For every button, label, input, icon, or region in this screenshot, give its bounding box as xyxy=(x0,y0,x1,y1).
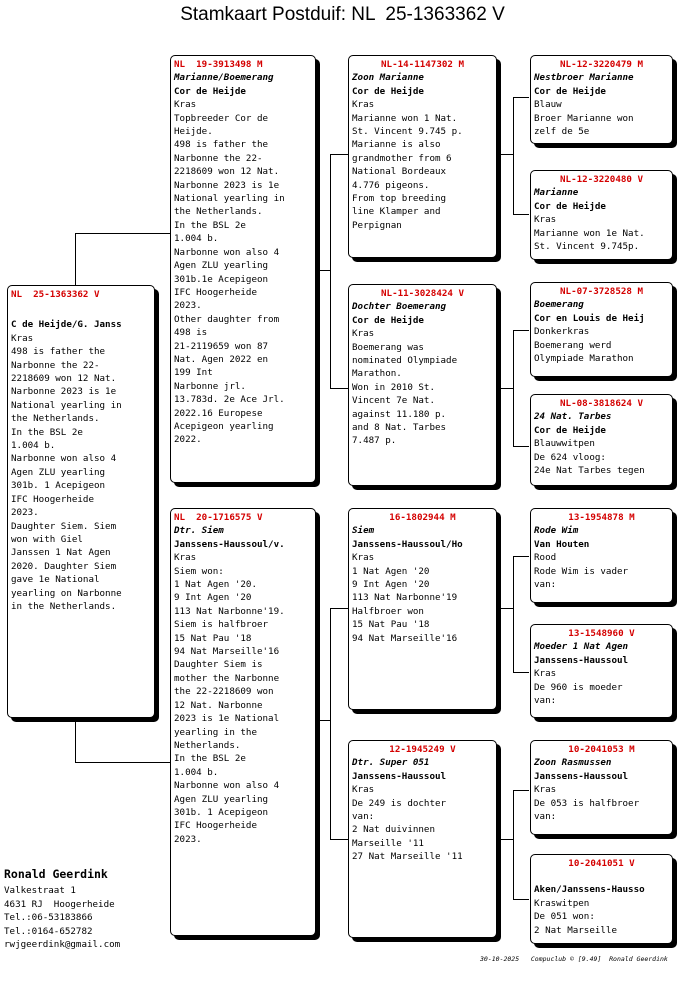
card-line: 21-2119659 won 87 xyxy=(174,340,269,352)
pigeon-card-fm[interactable] xyxy=(348,284,497,486)
card-line: Perpignan xyxy=(352,219,402,231)
connector-line xyxy=(513,790,529,791)
breeder-name: Cor de Heijde xyxy=(352,314,424,326)
connector-line xyxy=(75,718,76,762)
breeder-name: Janssens-Haussoul/v. xyxy=(174,538,285,550)
connector-line xyxy=(316,270,330,271)
card-line: Kras xyxy=(352,99,375,111)
card-line: Topbreeder Cor de xyxy=(174,112,269,124)
pigeon-card-fmf[interactable] xyxy=(530,282,673,377)
connector-line xyxy=(330,839,348,840)
ring-number: 16-1802944 M xyxy=(389,512,456,523)
card-line: St. Vincent 9.745 p. xyxy=(352,126,463,138)
card-line: In the BSL 2e xyxy=(174,753,246,765)
card-line: Narbonne the 22- xyxy=(11,359,100,371)
connector-line xyxy=(513,97,514,214)
card-line: De 051 won: xyxy=(534,911,595,923)
card-line: 301b. 1 Acepigeon xyxy=(174,806,269,818)
card-line: Halfbroer won xyxy=(352,605,424,617)
card-line: Kras xyxy=(352,328,375,340)
connector-line xyxy=(75,233,170,234)
connector-line xyxy=(316,720,330,721)
connector-line xyxy=(513,330,529,331)
card-line: zelf de 5e xyxy=(534,126,590,138)
owner-address: Valkestraat 1 xyxy=(4,885,76,897)
card-line: 2023. xyxy=(174,833,202,845)
pigeon-name xyxy=(534,870,669,883)
card-line: Marianne won 1e Nat. xyxy=(534,227,645,239)
card-line: 498 is xyxy=(174,327,208,339)
card-line: Acepigeon yearling xyxy=(174,420,274,432)
card-line: Heijde. xyxy=(174,126,213,138)
card-line: National Bordeaux xyxy=(352,166,447,178)
card-line: 9 Int Agen '20 xyxy=(174,592,252,604)
card-line: Kras xyxy=(534,668,557,680)
connector-line xyxy=(75,233,76,286)
ring-number: NL 20-1716575 V xyxy=(174,512,263,523)
breeder-name: Van Houten xyxy=(534,538,590,550)
ring-number: 13-1954878 M xyxy=(568,512,635,523)
connector-line xyxy=(513,214,529,215)
card-line: 2 Nat Marseille xyxy=(534,924,617,936)
card-line: 2 Nat duivinnen xyxy=(352,824,435,836)
card-line: Blauw xyxy=(534,99,562,111)
card-line: National yearling in xyxy=(11,399,122,411)
connector-line xyxy=(513,899,529,900)
ring-number: NL-07-3728528 M xyxy=(560,286,643,297)
card-line: 113 Nat Narbonne'19 xyxy=(352,592,458,604)
card-line: 2022.16 Europese xyxy=(174,407,263,419)
ring-number: NL-14-1147302 M xyxy=(381,59,464,70)
pigeon-name: Dtr. Siem xyxy=(174,525,224,537)
card-line: 301b. 1 Acepigeon xyxy=(11,480,106,492)
pigeon-card-ff[interactable] xyxy=(348,55,497,258)
card-line: 113 Nat Narbonne'19. xyxy=(174,605,285,617)
card-line: 94 Nat Marseille'16 xyxy=(352,632,458,644)
card-line: Kras xyxy=(352,552,375,564)
card-line: De 249 is dochter xyxy=(352,797,447,809)
pigeon-name: Boemerang xyxy=(534,299,584,311)
owner-phone: Tel.:06-53183866 xyxy=(4,912,93,924)
card-line: Janssen 1 Nat Agen xyxy=(11,547,111,559)
card-line: De 053 is halfbroer xyxy=(534,797,640,809)
card-line: the Netherlands. xyxy=(11,413,100,425)
owner-name: Ronald Geerdink xyxy=(4,867,108,881)
card-line: 2023. xyxy=(11,507,39,519)
ring-number: 13-1548960 V xyxy=(568,628,635,639)
card-line: 2218609 won 12 Nat. xyxy=(174,166,280,178)
card-line: and 8 Nat. Tarbes xyxy=(352,422,447,434)
connector-line xyxy=(330,154,331,389)
pigeon-name: Nestbroer Marianne xyxy=(534,72,634,84)
card-lines xyxy=(11,332,151,614)
connector-line xyxy=(330,608,348,609)
card-line: Rood xyxy=(534,552,557,564)
card-line: 2023 is 1e National xyxy=(174,713,280,725)
card-line: Boemerang werd xyxy=(534,339,612,351)
card-line: Kraswitpen xyxy=(534,897,590,909)
card-line: Narbonne 2023 is 1e xyxy=(174,179,280,191)
card-line: 2023. xyxy=(174,300,202,312)
ring-number: 10-2041051 V xyxy=(568,858,635,869)
card-lines xyxy=(174,551,312,846)
card-line: Kras xyxy=(174,552,197,564)
card-line: 1 Nat Agen '20. xyxy=(174,579,257,591)
card-line: Daughter Siem is xyxy=(174,659,263,671)
pigeon-name xyxy=(11,305,151,318)
pigeon-name: Siem xyxy=(352,525,375,537)
card-line: Vincent 7e Nat. xyxy=(352,395,435,407)
connector-line xyxy=(330,154,348,155)
connector-line xyxy=(497,839,513,840)
card-line: 1.004 b. xyxy=(11,440,56,452)
pigeon-card-mfm[interactable] xyxy=(530,624,673,718)
pigeon-name: Dochter Boemerang xyxy=(352,301,447,313)
connector-line xyxy=(497,388,513,389)
card-line: van: xyxy=(534,811,557,823)
connector-line xyxy=(330,388,348,389)
pigeon-card-father[interactable] xyxy=(170,55,316,483)
card-line: De 624 vloog: xyxy=(534,451,606,463)
pigeon-card-mother[interactable] xyxy=(170,508,316,936)
card-line: Nat. Agen 2022 en xyxy=(174,353,269,365)
connector-line xyxy=(75,762,170,763)
pigeon-name: Zoon Rasmussen xyxy=(534,757,612,769)
ring-number: NL-12-3220479 M xyxy=(560,59,643,70)
card-line: yearling on Narbonne xyxy=(11,587,122,599)
card-line: In the BSL 2e xyxy=(174,219,246,231)
ring-number: NL-12-3220480 V xyxy=(560,174,643,185)
card-line: In the BSL 2e xyxy=(11,426,83,438)
card-line: Daughter Siem. Siem xyxy=(11,520,117,532)
card-line: 301b.1e Acepigeon xyxy=(174,273,269,285)
breeder-name: Cor de Heijde xyxy=(352,85,424,97)
ring-number: NL 25-1363362 V xyxy=(11,289,100,300)
card-line: Narbonne jrl. xyxy=(174,380,246,392)
card-line: 12 Nat. Narbonne xyxy=(174,699,263,711)
card-line: Agen ZLU yearling xyxy=(174,793,269,805)
card-line: Boemerang was xyxy=(352,341,424,353)
owner-email[interactable]: rwjgeerdink@gmail.com xyxy=(4,939,121,951)
connector-line xyxy=(513,330,514,446)
card-line: From top breeding xyxy=(352,193,447,205)
connector-line xyxy=(513,97,529,98)
pigeon-name: Dtr. Super 051 xyxy=(352,757,430,769)
card-line: Marianne won 1 Nat. xyxy=(352,112,458,124)
card-line: Blauwwitpen xyxy=(534,438,595,450)
card-line: 27 Nat Marseille '11 xyxy=(352,851,463,863)
breeder-name: Cor de Heijde xyxy=(534,424,606,436)
ring-number: 12-1945249 V xyxy=(389,744,456,755)
pigeon-card-fmm[interactable] xyxy=(530,394,673,486)
card-line: in the Netherlands. xyxy=(11,600,117,612)
pigeon-card-mmm[interactable] xyxy=(530,854,673,944)
breeder-name: Aken/Janssens-Hausso xyxy=(534,884,645,896)
card-line: 94 Nat Marseille'16 xyxy=(174,646,280,658)
card-line: 2218609 won 12 Nat. xyxy=(11,373,117,385)
pigeon-card-ffm[interactable] xyxy=(530,170,673,260)
card-line: Kras xyxy=(11,332,34,344)
card-line: Marianne is also xyxy=(352,139,441,151)
connector-line xyxy=(513,556,514,672)
connector-line xyxy=(513,556,529,557)
card-line: 24e Nat Tarbes tegen xyxy=(534,465,645,477)
card-line: National yearling in xyxy=(174,193,285,205)
card-line: mother the Narbonne xyxy=(174,672,280,684)
card-line: 2022. xyxy=(174,434,202,446)
card-line: 199 Int xyxy=(174,367,213,379)
breeder-name: Janssens-Haussoul xyxy=(352,770,447,782)
card-line: Narbonne won also 4 xyxy=(174,780,280,792)
pigeon-name: Marianne xyxy=(534,187,579,199)
card-line: Narbonne won also 4 xyxy=(11,453,117,465)
card-line: won with Giel xyxy=(11,533,83,545)
breeder-name: Cor de Heijde xyxy=(534,200,606,212)
connector-line xyxy=(513,672,529,673)
card-line: van: xyxy=(534,579,557,591)
breeder-name: Janssens-Haussoul/Ho xyxy=(352,538,463,550)
card-line: Marseille '11 xyxy=(352,837,424,849)
breeder-name: Janssens-Haussoul xyxy=(534,654,629,666)
card-line: 498 is father the xyxy=(174,139,269,151)
connector-line xyxy=(513,790,514,900)
card-lines xyxy=(174,98,312,447)
card-line: 498 is father the xyxy=(11,346,106,358)
card-line: Siem is halfbroer xyxy=(174,619,269,631)
owner-info xyxy=(4,868,120,951)
card-line: 13.783d. 2e Ace Jrl. xyxy=(174,394,285,406)
breeder-name: Janssens-Haussoul xyxy=(534,770,629,782)
card-line: van: xyxy=(352,811,375,823)
card-line: IFC Hoogerheide xyxy=(174,286,257,298)
card-line: Agen ZLU yearling xyxy=(11,466,106,478)
breeder-name: C de Heijde/G. Janss xyxy=(11,319,122,331)
card-line: 1.004 b. xyxy=(174,233,219,245)
ring-number: NL-11-3028424 V xyxy=(381,288,464,299)
card-line: Rode Wim is vader xyxy=(534,565,629,577)
card-line: Kras xyxy=(534,214,557,226)
card-line: grandmother from 6 xyxy=(352,152,452,164)
card-line: against 11.180 p. xyxy=(352,408,447,420)
pigeon-card-mmf[interactable] xyxy=(530,740,673,835)
card-line: Kras xyxy=(174,99,197,111)
card-line: St. Vincent 9.745p. xyxy=(534,241,640,253)
card-line: 7.487 p. xyxy=(352,435,397,447)
pigeon-card-mf[interactable] xyxy=(348,508,497,710)
card-line: 2020. Daughter Siem xyxy=(11,560,117,572)
connector-line xyxy=(330,608,331,840)
card-line: 9 Int Agen '20 xyxy=(352,579,430,591)
connector-line xyxy=(513,446,529,447)
card-line: 1 Nat Agen '20 xyxy=(352,565,430,577)
card-line: van: xyxy=(534,695,557,707)
card-line: Agen ZLU yearling xyxy=(174,260,269,272)
card-line: the 22-2218609 won xyxy=(174,686,274,698)
breeder-name: Cor en Louis de Heij xyxy=(534,312,645,324)
breeder-name: Cor de Heijde xyxy=(534,85,606,97)
pigeon-card-mm[interactable] xyxy=(348,740,497,938)
pigeon-name: Marianne/Boemerang xyxy=(174,72,274,84)
card-line: Kras xyxy=(352,784,375,796)
card-line: 15 Nat Pau '18 xyxy=(352,619,430,631)
card-line: Olympiade Marathon xyxy=(534,353,634,365)
card-line: Narbonne 2023 is 1e xyxy=(11,386,117,398)
card-line: Narbonne the 22- xyxy=(174,152,263,164)
footer-credit: 30-10-2025 Compuclub © [9.49] Ronald Geerdink xyxy=(480,955,668,963)
breeder-name: Cor de Heijde xyxy=(174,85,246,97)
card-line: 15 Nat Pau '18 xyxy=(174,632,252,644)
pigeon-card-fff[interactable] xyxy=(530,55,673,144)
card-line: line Klamper and xyxy=(352,206,441,218)
card-line: yearling in the xyxy=(174,726,257,738)
ring-number: NL 19-3913498 M xyxy=(174,59,263,70)
card-line: gave 1e National xyxy=(11,574,100,586)
owner-phone: Tel.:0164-652782 xyxy=(4,925,93,937)
pigeon-card-mff[interactable] xyxy=(530,508,673,603)
owner-city: 4631 RJ Hoogerheide xyxy=(4,898,115,910)
pigeon-name: Moeder 1 Nat Agen xyxy=(534,641,629,653)
card-line: Marathon. xyxy=(352,368,402,380)
card-line: Siem won: xyxy=(174,565,224,577)
card-line: Broer Marianne won xyxy=(534,112,634,124)
ring-number: 10-2041053 M xyxy=(568,744,635,755)
ring-number: NL-08-3818624 V xyxy=(560,398,643,409)
card-line: Kras xyxy=(534,784,557,796)
card-line: Won in 2010 St. xyxy=(352,381,435,393)
pigeon-name: 24 Nat. Tarbes xyxy=(534,411,612,423)
connector-line xyxy=(497,154,513,155)
card-line: Narbonne won also 4 xyxy=(174,246,280,258)
card-line: nominated Olympiade xyxy=(352,355,458,367)
card-line: Other daughter from xyxy=(174,313,280,325)
pigeon-name: Zoon Marianne xyxy=(352,72,424,84)
pigeon-name: Rode Wim xyxy=(534,525,579,537)
card-line: Donkerkras xyxy=(534,326,590,338)
card-line: Netherlands. xyxy=(174,739,241,751)
card-line: 1.004 b. xyxy=(174,766,219,778)
card-line: IFC Hoogerheide xyxy=(11,493,94,505)
card-line: IFC Hoogerheide xyxy=(174,820,257,832)
pigeon-card-subject[interactable] xyxy=(7,285,155,718)
connector-line xyxy=(497,608,513,609)
card-line: 4.776 pigeons. xyxy=(352,179,430,191)
card-line: De 960 is moeder xyxy=(534,681,623,693)
card-line: the Netherlands. xyxy=(174,206,263,218)
page-title: Stamkaart Postduif: NL 25-1363362 V xyxy=(180,4,505,25)
